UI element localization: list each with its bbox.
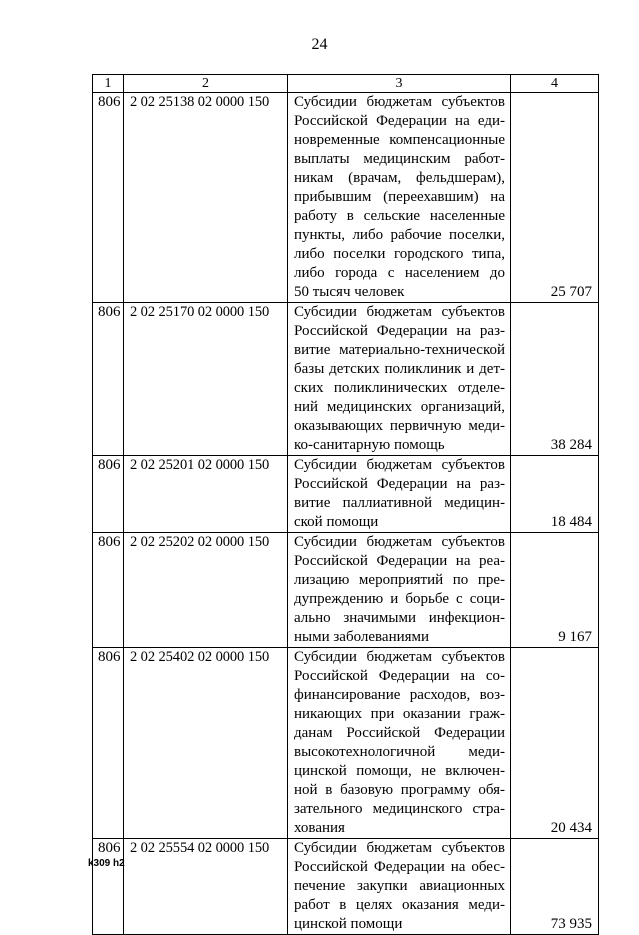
admin-code-cell: 806 xyxy=(93,533,124,648)
description-line: Субсидии бюджетам субъектов xyxy=(294,649,505,665)
description-cell xyxy=(288,456,511,533)
budget-classification-code-cell: 2 02 25402 02 0000 150 xyxy=(124,648,288,839)
description-line: Субсидии бюджетам субъектов xyxy=(294,94,505,110)
admin-code-cell: 806 xyxy=(93,839,124,935)
description-line: либо поселки городского типа, xyxy=(294,246,505,262)
admin-code-cell: 806 xyxy=(93,648,124,839)
description-line: ских поликлинических отделе- xyxy=(294,380,505,396)
description-line: цинской помощи xyxy=(294,916,403,932)
description-line: 50 тысяч человек xyxy=(294,284,405,300)
column-header: 1 xyxy=(93,75,124,93)
description-cell xyxy=(288,93,511,303)
description-line: Субсидии бюджетам субъектов xyxy=(294,457,505,473)
description-line: Российской Федерации на обес- xyxy=(294,859,505,875)
description-line: ний медицинских организаций, xyxy=(294,399,505,415)
budget-classification-code-cell: 2 02 25170 02 0000 150 xyxy=(124,303,288,456)
budget-classification-code-cell: 2 02 25202 02 0000 150 xyxy=(124,533,288,648)
description-line: Российской Федерации на раз- xyxy=(294,476,505,492)
column-header: 4 xyxy=(511,75,599,93)
description-line: цинской помощи, не включен- xyxy=(294,763,505,779)
description-line: Российской Федерации на со- xyxy=(294,668,505,684)
description-line: финансирование расходов, воз- xyxy=(294,687,505,703)
description-line: ко-санитарную помощь xyxy=(294,437,445,453)
description-line: витие паллиативной медицин- xyxy=(294,495,505,511)
admin-code-cell: 806 xyxy=(93,93,124,303)
description-line: Субсидии бюджетам субъектов xyxy=(294,534,505,550)
admin-code-cell: 806 xyxy=(93,456,124,533)
description-line: дупреждению и борьбе с соци- xyxy=(294,591,505,607)
column-header: 3 xyxy=(288,75,511,93)
description-line: ной в базовую программу обя- xyxy=(294,782,505,798)
description-line: ально значимыми инфекцион- xyxy=(294,610,505,626)
description-cell xyxy=(288,533,511,648)
budget-classification-code-cell: 2 02 25138 02 0000 150 xyxy=(124,93,288,303)
description-line: Российской Федерации на еди- xyxy=(294,113,505,129)
document-code: k309 h2 xyxy=(88,858,125,869)
description-line: прибывшим (переехавшим) на xyxy=(294,189,505,205)
table-row xyxy=(93,303,599,456)
table-row xyxy=(93,456,599,533)
budget-table xyxy=(92,74,599,935)
amount-cell: 18 484 xyxy=(511,456,599,533)
description-line: пункты, либо рабочие поселки, xyxy=(294,227,505,243)
page-number: 24 xyxy=(311,36,328,53)
description-line: лизацию мероприятий по пре- xyxy=(294,572,505,588)
description-line: новременные компенсационные xyxy=(294,132,505,148)
description-line: базы детских поликлиник и дет- xyxy=(294,361,505,377)
description-line: либо города с населением до xyxy=(294,265,505,281)
amount-cell: 25 707 xyxy=(511,93,599,303)
description-line: Российской Федерации на раз- xyxy=(294,323,505,339)
table-row xyxy=(93,93,599,303)
description-line: работ в целях оказания меди- xyxy=(294,897,505,913)
amount-cell: 9 167 xyxy=(511,533,599,648)
table-header-row xyxy=(93,75,599,93)
description-line: печение закупки авиационных xyxy=(294,878,505,894)
description-line: зательного медицинского стра- xyxy=(294,801,505,817)
description-line: ской помощи xyxy=(294,514,379,530)
description-line: Субсидии бюджетам субъектов xyxy=(294,304,505,320)
description-line: витие материально-технической xyxy=(294,342,505,358)
amount-cell: 38 284 xyxy=(511,303,599,456)
table-row xyxy=(93,839,599,935)
description-cell xyxy=(288,839,511,935)
description-line: данам Российской Федерации xyxy=(294,725,505,741)
description-cell xyxy=(288,303,511,456)
description-line: Российской Федерации на реа- xyxy=(294,553,505,569)
description-line: ными заболеваниями xyxy=(294,629,430,645)
admin-code-cell: 806 xyxy=(93,303,124,456)
description-line: работу в сельские населенные xyxy=(294,208,505,224)
description-line: никающих при оказании граж- xyxy=(294,706,505,722)
budget-classification-code-cell: 2 02 25201 02 0000 150 xyxy=(124,456,288,533)
description-line: хования xyxy=(294,820,345,836)
table-row xyxy=(93,533,599,648)
description-line: Субсидии бюджетам субъектов xyxy=(294,840,505,856)
description-cell xyxy=(288,648,511,839)
description-line: выплаты медицинским работ- xyxy=(294,151,505,167)
description-line: никам (врачам, фельдшерам), xyxy=(294,170,505,186)
budget-classification-code-cell: 2 02 25554 02 0000 150 xyxy=(124,839,288,935)
description-line: оказывающих первичную меди- xyxy=(294,418,505,434)
amount-cell: 20 434 xyxy=(511,648,599,839)
description-line: высокотехнологичной меди- xyxy=(294,744,505,760)
amount-cell: 73 935 xyxy=(511,839,599,935)
column-header: 2 xyxy=(124,75,288,93)
table-row xyxy=(93,648,599,839)
